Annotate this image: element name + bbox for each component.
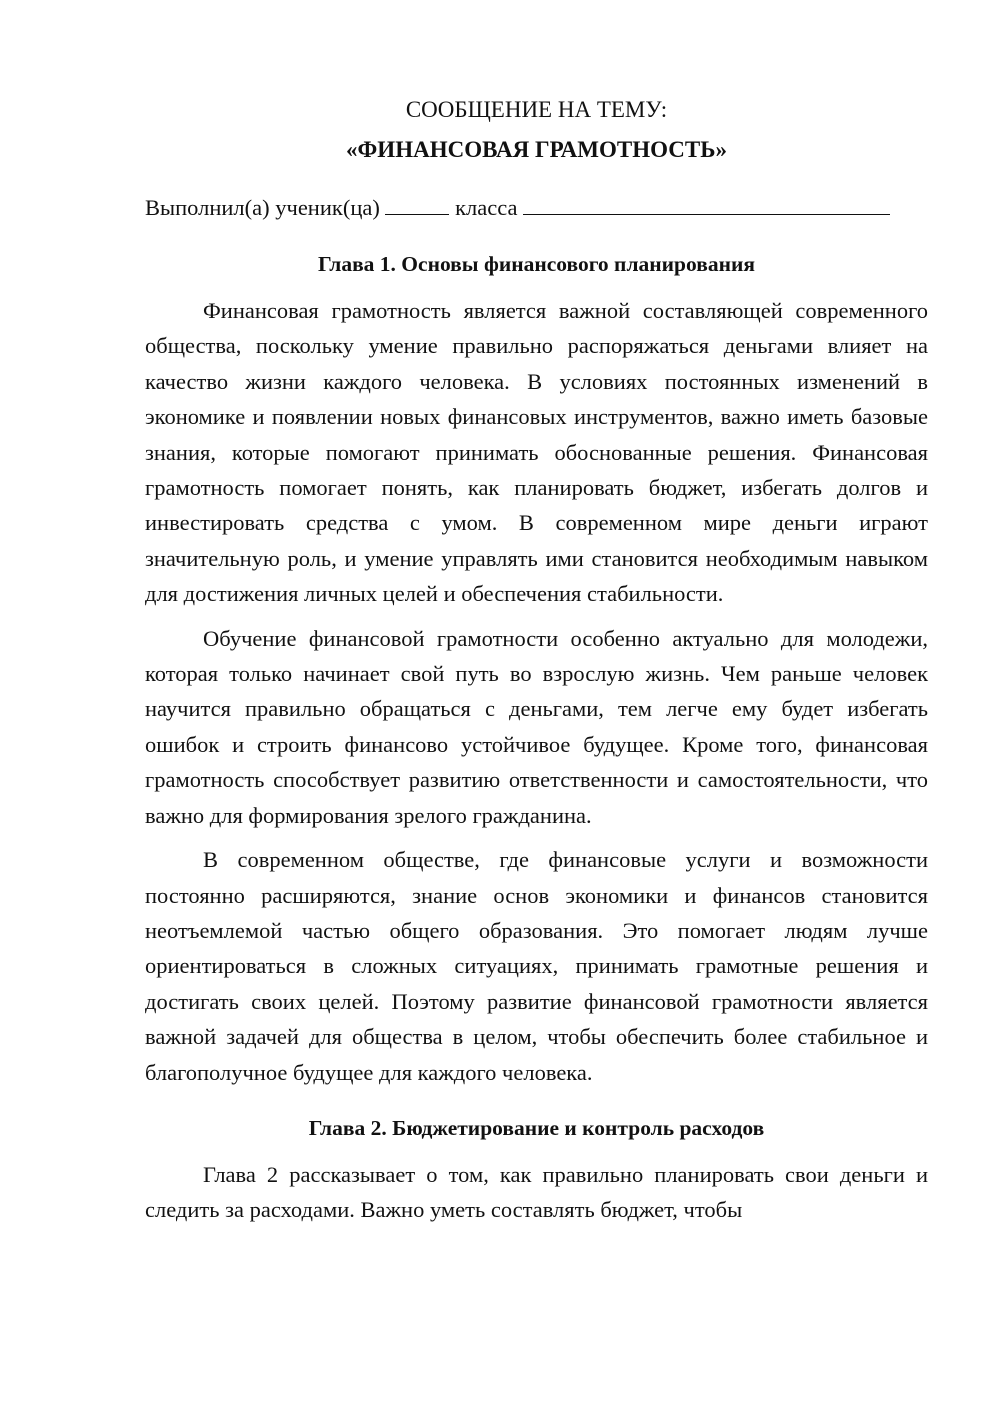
author-line [145,191,928,225]
class-label: класса [455,195,518,220]
chapter-2-paragraph-1: Глава 2 рассказывает о том, как правильно планировать свои деньги и следить за расходами. Важно уметь составлять бюджет, чтобы [145,1161,928,1223]
chapter-1-paragraph-2: Обучение финансовой грамотности особенно актуально для молодежи, которая только начинает свой путь во взрослую жизнь. Чем раньше человек научится правильно обращаться с деньгами, тем легче ему будет избегать ошибок и строить финансово устойчивое будущее. Кроме того, финансовая грамотность способствует развитию ответственности и самостоятельности, что важно для формирования зрелого гражданина. [145,625,928,828]
chapter-2-heading: Глава 2. Бюджетирование и контроль расходов [308,1115,765,1140]
document-content [145,93,928,1228]
document-title: СООБЩЕНИЕ НА ТЕМУ: [405,97,668,122]
class-number-blank [385,194,449,215]
chapter-1-paragraph-3: В современном обществе, где финансовые услуги и возможности постоянно расширяются, знание основ экономики и финансов становится неотъемлемой частью общего образования. Это помогает людям лучше ориентироваться в сложных ситуациях, принимать грамотные решения и достигать своих целей. Поэтому развитие финансовой грамотности является важной задачей для общества в целом, чтобы обеспечить более стабильное и благополучное будущее для каждого человека. [145,847,928,1085]
document-subtitle: «ФИНАНСОВАЯ ГРАМОТНОСТЬ» [346,137,727,162]
performed-by-label: Выполнил(а) ученик(ца) [145,195,380,220]
class-letter-blank [523,194,890,215]
chapter-1-heading: Глава 1. Основы финансового планирования [318,252,755,276]
chapter-1-paragraph-1: Финансовая грамотность является важной составляющей современного общества, поскольку умение правильно распоряжаться деньгами влияет на качество жизни каждого человека. В условиях постоянных изменений в экономике и появлении новых финансовых инструментов, важно иметь базовые знания, которые помогают принимать обоснованные решения. Финансовая грамотность помогает понять, как планировать бюджет, избегать долгов и инвестировать средства с умом. В современном мире деньги играют значительную роль, и умение управлять ими становится необходимым навыком для достижения личных целей и обеспечения стабильности. [145,298,928,607]
